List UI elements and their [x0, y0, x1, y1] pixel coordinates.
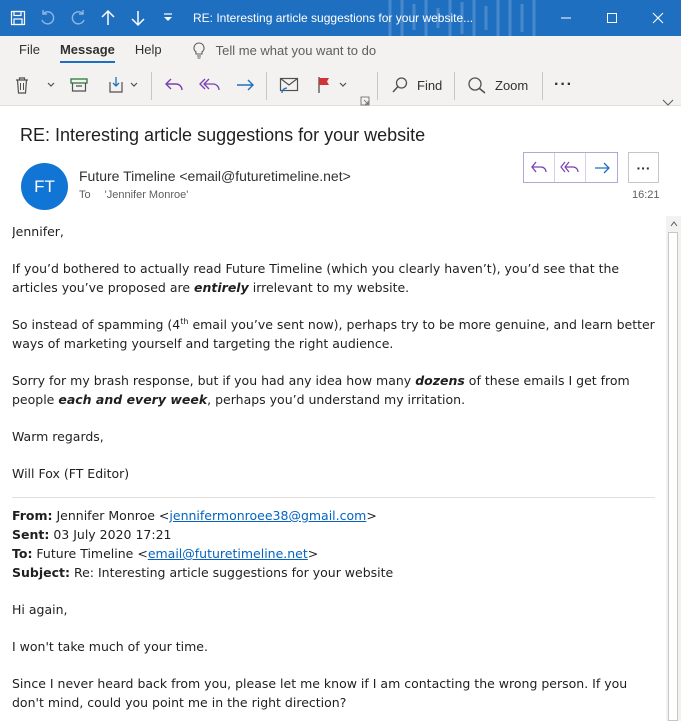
scrollbar-thumb[interactable] [668, 232, 678, 721]
archive-button[interactable] [70, 72, 88, 98]
undo-icon[interactable] [33, 0, 63, 36]
find-button[interactable] [391, 72, 442, 98]
quoted-subject: Subject: Re: Interesting article suggestions for your website [12, 565, 394, 580]
window-title: RE: Interesting article suggestions for your website... [193, 11, 474, 25]
quoted-paragraph: I won't take much of your time. [12, 639, 208, 654]
reply-button[interactable] [524, 153, 555, 182]
message-subject: RE: Interesting article suggestions for your website [20, 125, 426, 145]
toolbar-divider [151, 72, 152, 100]
email-link[interactable]: jennifermonroee38@gmail.com [169, 508, 367, 523]
delete-button[interactable] [14, 72, 56, 98]
reply-all-button[interactable] [555, 153, 586, 182]
archive-icon [70, 77, 88, 93]
toolbar-divider [454, 72, 455, 100]
avatar [21, 163, 68, 210]
signature: Will Fox (FT Editor) [12, 466, 130, 481]
search-icon [391, 76, 409, 94]
closing: Warm regards, [12, 429, 104, 444]
find-label: Find [417, 77, 443, 93]
quoted-greeting: Hi again, [12, 602, 68, 617]
more-icon: ··· [554, 76, 573, 93]
scroll-up-icon[interactable] [666, 216, 681, 231]
more-icon: ··· [636, 159, 651, 176]
reply-icon [530, 161, 548, 175]
quoted-sent: Sent: 03 July 2020 17:21 [12, 527, 172, 542]
message-body [12, 222, 657, 721]
chevron-down-icon[interactable] [338, 81, 348, 89]
flag-icon [316, 76, 332, 94]
close-icon[interactable] [635, 0, 681, 36]
mark-unread-button[interactable] [279, 72, 299, 98]
quoted-from: From: Jennifer Monroe <jennifermonroee38@gmail.com> [12, 508, 377, 523]
quote-divider [12, 497, 655, 498]
tab-help[interactable]: Help [134, 42, 162, 57]
tab-message[interactable]: Message [50, 36, 125, 64]
move-icon [107, 76, 125, 94]
paragraph: Sorry for my brash response, but if you had any idea how many dozens of these emails I get from people each and every week, perhaps you’d understand my irritation. [12, 373, 630, 407]
paragraph: If you’d bothered to actually read Future Timeline (which you clearly haven’t), you’d see that the articles you’ve proposed are entirely irrelevant to my website. [12, 261, 620, 295]
collapse-ribbon-icon[interactable] [662, 90, 674, 116]
up-arrow-icon[interactable] [93, 0, 123, 36]
down-arrow-icon[interactable] [123, 0, 153, 36]
toolbar-divider [542, 72, 543, 100]
dialog-launcher-icon[interactable] [360, 88, 370, 114]
toolbar-divider [266, 72, 267, 100]
reply-all-button[interactable] [199, 72, 221, 98]
zoom-label: Zoom [495, 77, 529, 93]
quoted-to: To: Future Timeline <email@futuretimeline.net> [12, 546, 319, 561]
recipient[interactable]: 'Jennifer Monroe' [104, 189, 189, 201]
reply-icon [164, 77, 184, 93]
quoted-header [12, 506, 657, 582]
reply-all-icon [560, 161, 580, 175]
forward-icon [235, 77, 255, 93]
more-actions-button[interactable] [628, 152, 659, 183]
scrollbar[interactable] [666, 216, 681, 721]
minimize-icon[interactable] [543, 0, 589, 36]
message-actions [523, 152, 618, 183]
title-bar [0, 0, 681, 36]
sender[interactable]: Future Timeline <email@futuretimeline.net> [79, 168, 351, 184]
forward-button[interactable] [586, 153, 617, 182]
ribbon-toolbar [0, 64, 681, 106]
title-bar-pattern [380, 0, 540, 36]
chevron-down-icon[interactable] [129, 81, 139, 89]
toolbar-divider [377, 72, 378, 100]
zoom-button[interactable] [467, 72, 528, 98]
tab-file[interactable]: File [19, 42, 40, 57]
greeting: Jennifer, [12, 224, 64, 239]
recipient-line [79, 189, 188, 201]
email-link[interactable]: email@futuretimeline.net [147, 546, 308, 561]
trash-icon [14, 76, 30, 94]
flag-button[interactable] [316, 72, 348, 98]
customize-toolbar-icon[interactable] [153, 0, 183, 36]
redo-icon[interactable] [63, 0, 93, 36]
forward-button[interactable] [235, 72, 255, 98]
move-button[interactable] [107, 72, 139, 98]
lightbulb-icon [192, 42, 206, 59]
chevron-down-icon[interactable] [46, 81, 56, 89]
forward-icon [593, 161, 611, 175]
envelope-icon [279, 76, 299, 94]
received-time: 16:21 [632, 189, 660, 201]
tell-me-search[interactable] [192, 42, 376, 59]
paragraph: So instead of spamming (4th email you’ve sent now), perhaps try to be more genuine, and learn better ways of marketing yourself and targeting the right audience. [12, 316, 655, 351]
quoted-paragraph: Since I never heard back from you, please let me know if I am contacting the wrong person. If you don't mind, could you point me in the right direction? [12, 676, 628, 710]
to-label: To [79, 189, 91, 201]
ribbon-tabs [0, 36, 681, 64]
reply-all-icon [199, 77, 221, 93]
avatar-initials: FT [34, 176, 55, 196]
maximize-icon[interactable] [589, 0, 635, 36]
save-icon[interactable] [3, 0, 33, 36]
more-commands-button[interactable] [554, 72, 573, 98]
zoom-icon [467, 76, 487, 94]
tell-me-text: Tell me what you want to do [215, 42, 377, 58]
reply-button[interactable] [164, 72, 184, 98]
